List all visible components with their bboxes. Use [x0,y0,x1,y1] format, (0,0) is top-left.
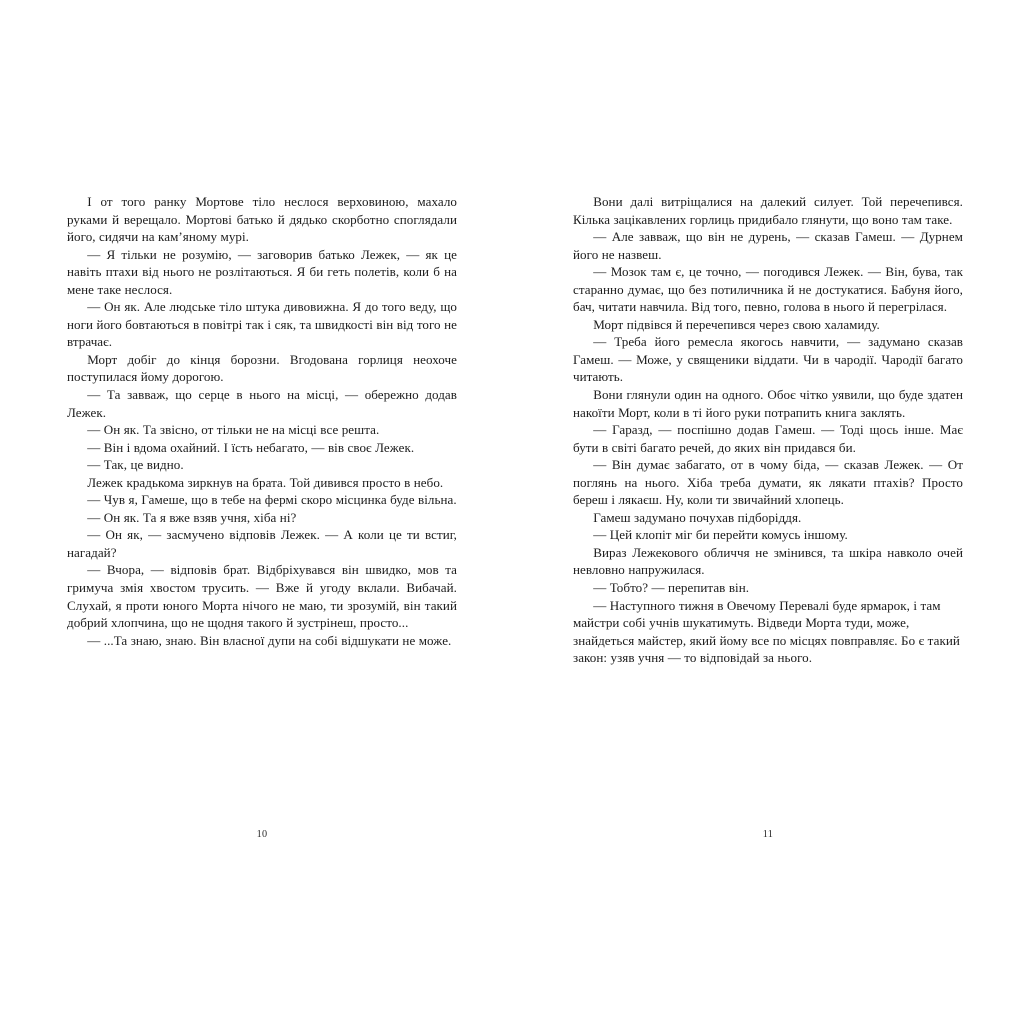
paragraph: — Мозок там є, це точно, — погодився Лежек. — Він, бува, так старанно думає, що без потиличника й не достукатися. Бабуня його, бач, читати навчила. Від того, певно, голова в нього й перегрілася. [573,264,963,315]
paragraph: — Он як. Але людське тіло штука дивовижна. Я до того веду, що ноги його бовтаються в повітрі так і сяк, та швидкості він від того не втрачає. [67,299,457,350]
paragraph: — Он як, — засмучено відповів Лежек. — А коли це ти встиг, нагадай? [67,527,457,560]
paragraph: — Наступного тижня в Овечому Перевалі буде ярмарок, і там майстри собі учнів шукатимуть. Відведи Морта туди, може, знайдеться майстер, який йому все по місцях повправляє. Бо є такий закон: узяв учня — то відповідай за нього. [573,597,960,666]
paragraph: — ...Та знаю, знаю. Він власної дупи на собі відшукати не може. [87,632,452,648]
paragraph: Гамеш задумано почухав підборіддя. [593,509,802,525]
paragraph: — Он як. Та звісно, от тільки не на місці все решта. [87,422,380,438]
paragraph: — Цей клопіт міг би перейти комусь іншому. [593,527,848,543]
page-number-left: 10 [256,829,268,840]
paragraph: — Он як. Та я вже взяв учня, хіба ні? [87,509,297,525]
right-page [573,193,963,667]
paragraph: — Гаразд, — поспішно додав Гамеш. — Тоді щось інше. Має бути в світі багато речей, до яких він придався би. [573,422,963,455]
paragraph: Вираз Лежекового обличчя не змінився, та шкіра навколо очей невловно напружилася. [573,544,963,578]
page-number-right: 11 [762,829,774,840]
paragraph: — Треба його ремесла якогось навчити, — задумано сказав Гамеш. — Може, у священики віддати. Чи в чародії. Чародії багато читають. [573,334,963,385]
paragraph: Лежек крадькома зиркнув на брата. Той дивився просто в небо. [87,474,444,490]
paragraph: — Але завваж, що він не дурень, — сказав Гамеш. — Дурнем його не назвеш. [573,229,963,262]
paragraph: — Так, це видно. [87,457,184,473]
paragraph: Морт добіг до кінця борозни. Вгодована горлиця неохоче поступилася йому дорогою. [67,351,457,385]
paragraph: — Вчора, — відповів брат. Відбріхувався він швидко, мов та гримуча змія хвостом трусить. — Вже й угоду вклали. Вибачай. Слухай, я проти юного Морта нічого не маю, ти зрозумій, він такий добрий хлопчина, що не щодня такого й зустрінеш, просто... [67,562,457,631]
paragraph: І от того ранку Мортове тіло неслося верховиною, махало руками й верещало. Мортові батько й дядько скорботно споглядали його, сидячи на кам’яному мурі. [67,194,457,245]
left-page [67,193,457,649]
paragraph: — Тобто? — перепитав він. [593,580,750,596]
paragraph: — Чув я, Гамеше, що в тебе на фермі скоро місцинка буде вільна. [87,492,457,508]
left-page-text-body [67,193,457,649]
paragraph: Вони глянули один на одного. Обоє чітко уявили, що буде здатен накоїти Морт, коли в ті його руки потрапить книга заклять. [573,387,963,420]
paragraph: — Він думає забагато, от в чому біда, — сказав Лежек. — От поглянь на нього. Хіба треба думати, як лякати птахів? Просто береш і лякаєш. Ну, коли ти звичайний хлопець. [573,457,963,508]
paragraph: — Він і вдома охайний. І їсть небагато, — вів своє Лежек. [87,439,415,455]
right-page-text-body [573,193,963,667]
paragraph: Вони далі витріщалися на далекий силует. Той перечепився. Кілька зацікавлених горлиць придибало глянути, що воно там таке. [573,194,963,227]
paragraph: Морт підвівся й перечепився через свою халамиду. [593,316,880,332]
paragraph: — Я тільки не розумію, — заговорив батько Лежек, — як це навіть птахи від нього не розлітаються. Я би геть полетів, коли б на мене таке неслося. [67,246,457,297]
paragraph: — Та завваж, що серце в нього на місці, — обережно додав Лежек. [67,387,457,420]
